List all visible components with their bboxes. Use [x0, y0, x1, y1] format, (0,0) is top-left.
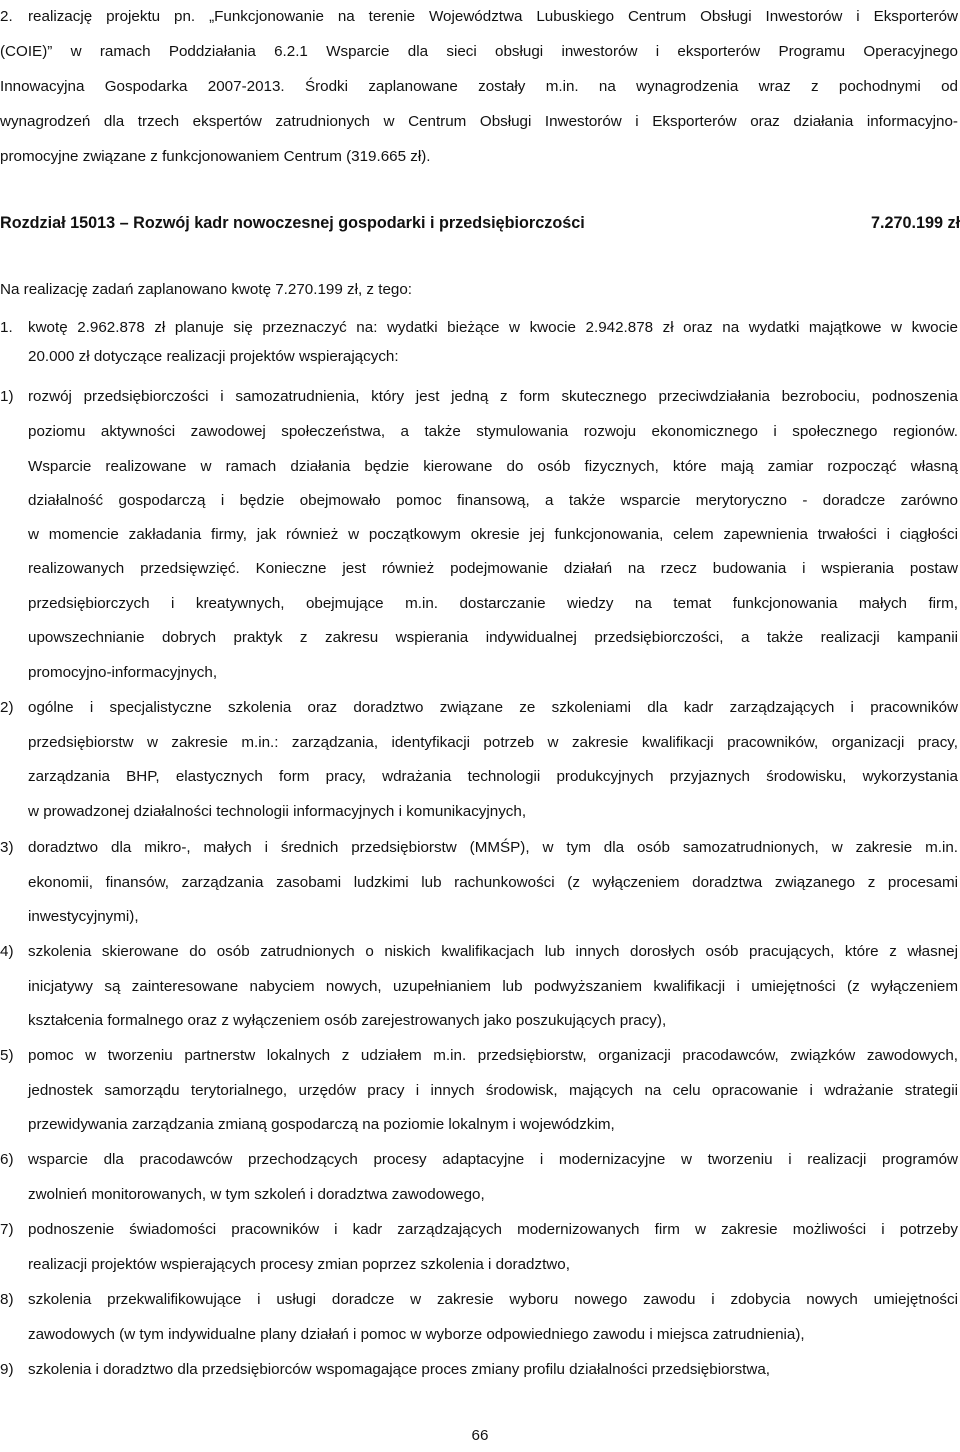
list-item-number: 2) — [0, 699, 14, 716]
list-item-line: jednostek samorządu terytorialnego, urzędów pracy i innych środowisk, mających na celu opracowanie i wdrażanie strategii — [28, 1082, 958, 1099]
intro-line: wynagrodzeń dla trzech ekspertów zatrudnionych w Centrum Obsługi Inwestorów i Eksporterów oraz działania informacyjno- — [0, 113, 958, 130]
list-item-number: 1) — [0, 388, 14, 405]
list-item-line: działalność gospodarczą i będzie obejmowało pomoc finansową, a także wsparcie merytoryczno - doradcze zarówno — [28, 492, 958, 509]
section-amount: 7.270.199 zł — [871, 214, 960, 232]
intro-line: realizację projektu pn. „Funkcjonowanie na terenie Województwa Lubuskiego Centrum Obsługi Inwestorów i Eksporterów — [28, 8, 958, 25]
list-item-number: 9) — [0, 1361, 14, 1378]
list-item-line: ekonomii, finansów, zarządzania zasobami ludzkimi lub rachunkowości (z wyłączeniem doradztwa związanego z procesami — [28, 874, 958, 891]
intro-line: promocyjne związane z funkcjonowaniem Centrum (319.665 zł). — [0, 148, 431, 165]
list-item-number: 4) — [0, 943, 14, 960]
intro-line: Innowacyjna Gospodarka 2007-2013. Środki zaplanowane zostały m.in. na wynagrodzenia wraz z pochodnymi od — [0, 78, 958, 95]
list-item-line: realizowanych przedsięwzięć. Konieczne jest również podejmowanie działań na rzecz budowania i wspierania postaw — [28, 560, 958, 577]
list-item-line: promocyjno-informacyjnych, — [28, 664, 218, 681]
list-item-line: przedsiębiorczych i kreatywnych, obejmujące m.in. dostarczanie wiedzy na temat funkcjonowania małych firm, — [28, 595, 958, 612]
list-item-number: 7) — [0, 1221, 14, 1238]
point-1-number: 1. — [0, 319, 13, 336]
list-item-line: zawodowych (w tym indywidualne plany działań i pomoc w wyborze odpowiedniego zawodu i miejsca zatrudnienia), — [28, 1326, 805, 1343]
list-item-line: przedsiębiorstw w zakresie m.in.: zarządzania, identyfikacji potrzeb w zakresie kwalifikacji pracowników, organizacji pracy, — [28, 734, 958, 751]
list-item-line: rozwój przedsiębiorczości i samozatrudnienia, który jest jedną z form skutecznego przeciwdziałania bezrobociu, podnoszenia — [28, 388, 958, 405]
point-1-line: kwotę 2.962.878 zł planuje się przeznaczyć na: wydatki bieżące w kwocie 2.942.878 zł oraz na wydatki majątkowe w kwocie — [28, 319, 958, 336]
list-item-line: w prowadzonej działalności technologii informacyjnych i komunikacyjnych, — [28, 803, 527, 820]
list-item-line: upowszechnianie dobrych praktyk z zakresu wspierania indywidualnej przedsiębiorczości, a także realizacji kampanii — [28, 629, 958, 646]
list-item-number: 5) — [0, 1047, 14, 1064]
intro-line: (COIE)” w ramach Poddziałania 6.2.1 Wsparcie dla sieci obsługi inwestorów i eksporterów Programu Operacyjnego — [0, 43, 958, 60]
section-heading — [0, 206, 960, 240]
list-item-line: inwestycyjnymi), — [28, 908, 139, 925]
section-summary: Na realizację zadań zaplanowano kwotę 7.270.199 zł, z tego: — [0, 281, 413, 298]
list-item-line: pomoc w tworzeniu partnerstw lokalnych z udziałem m.in. przedsiębiorstw, organizacji pracodawców, związków zawodowych, — [28, 1047, 958, 1064]
list-item-line: poziomu aktywności zawodowej społeczeństwa, a także stymulowania rozwoju ekonomicznego i społecznego regionów. — [28, 423, 958, 440]
list-item-line: ogólne i specjalistyczne szkolenia oraz doradztwo związane ze szkoleniami dla kadr zarządzających i pracowników — [28, 699, 958, 716]
list-item-line: realizacji projektów wspierających procesy zmian poprzez szkolenia i doradztwo, — [28, 1256, 570, 1273]
list-item-line: szkolenia skierowane do osób zatrudnionych o niskich kwalifikacjach lub innych dorosłych osób pracujących, które z własnej — [28, 943, 958, 960]
list-item-number: 6) — [0, 1151, 14, 1168]
page-number: 66 — [471, 1427, 489, 1444]
list-item-line: Wsparcie realizowane w ramach działania będzie kierowane do osób fizycznych, które mają zamiar rozpocząć własną — [28, 458, 958, 475]
list-item-line: wsparcie dla pracodawców przechodzących procesy adaptacyjne i modernizacyjne w tworzeniu i realizacji programów — [28, 1151, 958, 1168]
list-item-line: w momencie zakładania firmy, jak również w początkowym okresie jej funkcjonowania, celem zapewnienia trwałości i ciągłości — [28, 526, 958, 543]
point-1-line: 20.000 zł dotyczące realizacji projektów wspierających: — [28, 348, 399, 365]
list-item-line: zarządzania BHP, elastycznych form pracy, wdrażania technologii produkcyjnych przyjaznych środowisku, wykorzystania — [28, 768, 958, 785]
list-item-line: kształcenia formalnego oraz z wyłączeniem osób zarejestrowanych jako poszukujących pracy), — [28, 1012, 667, 1029]
list-item-line: doradztwo dla mikro-, małych i średnich przedsiębiorstw (MMŚP), w tym dla osób samozatrudnionych, w zakresie m.in. — [28, 839, 958, 856]
intro-item-number: 2. — [0, 8, 13, 25]
list-item-number: 3) — [0, 839, 14, 856]
list-item-line: szkolenia i doradztwo dla przedsiębiorców wspomagające proces zmiany profilu działalności przedsiębiorstwa, — [28, 1361, 771, 1378]
list-item-line: szkolenia przekwalifikowujące i usługi doradcze w zakresie wyboru nowego zawodu i zdobycia nowych umiejętności — [28, 1291, 958, 1308]
list-item-line: inicjatywy są zainteresowane nabyciem nowych, uzupełnianiem lub podwyższaniem kwalifikacji i umiejętności (z wyłączeniem — [28, 978, 958, 995]
list-item-number: 8) — [0, 1291, 14, 1308]
list-item-line: zwolnień monitorowanych, w tym szkoleń i doradztwa zawodowego, — [28, 1186, 485, 1203]
section-title: Rozdział 15013 – Rozwój kadr nowoczesnej gospodarki i przedsiębiorczości — [0, 214, 585, 232]
list-item-line: podnoszenie świadomości pracowników i kadr zarządzających modernizowanych firm w zakresie możliwości i potrzeby — [28, 1221, 958, 1238]
list-item-line: przewidywania zarządzania zmianą gospodarczą na poziomie lokalnym i wojewódzkim, — [28, 1116, 615, 1133]
